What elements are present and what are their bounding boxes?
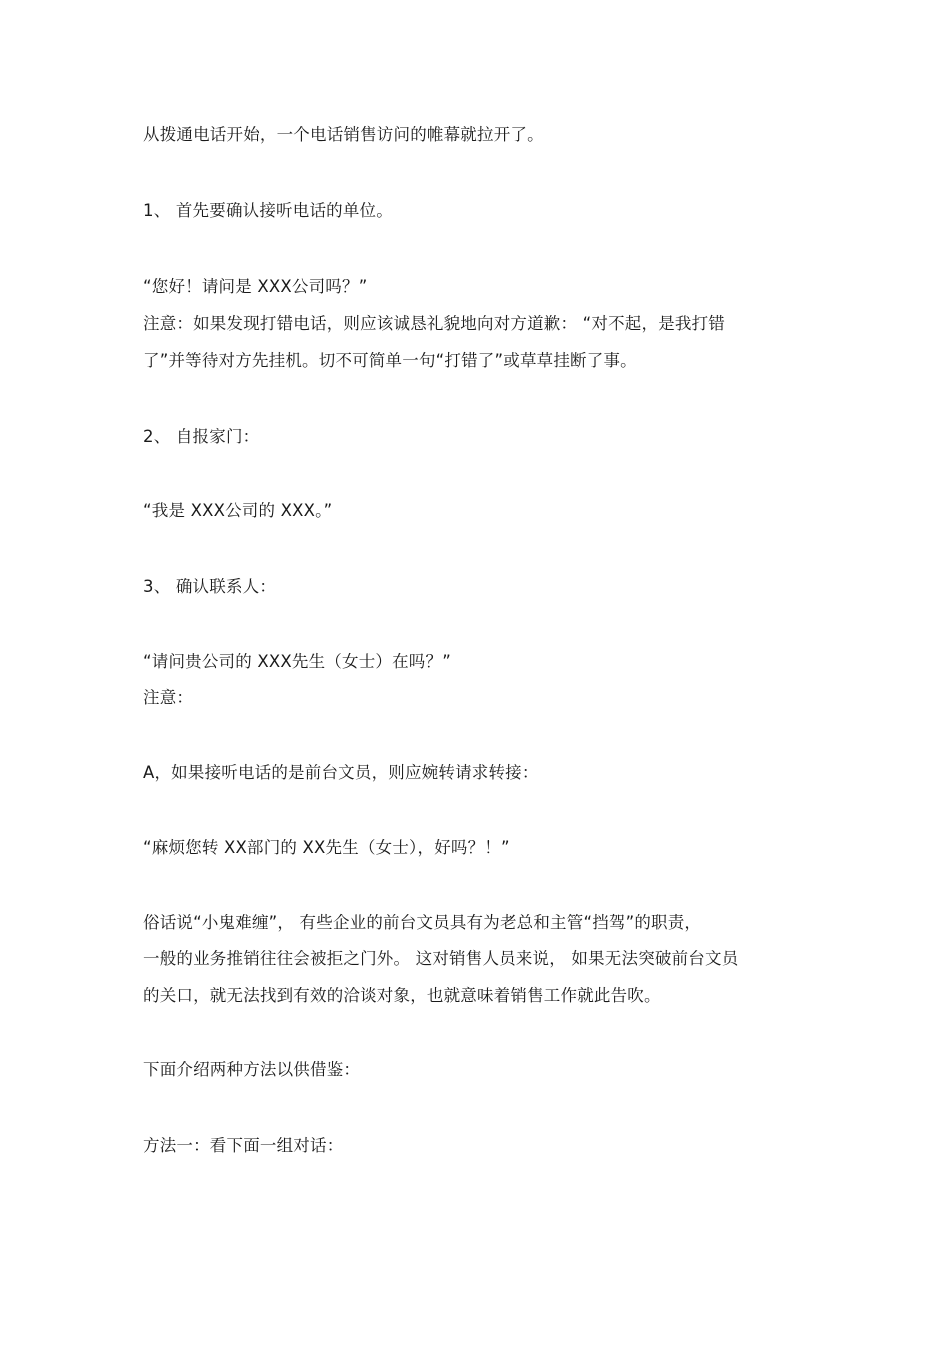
step-2-quote: “我是 XXX公司的 XXX。” [143,501,333,520]
proverb-paragraph-line-1: 俗话说“小鬼难缠”， 有些企业的前台文员具有为老总和主管“挡驾”的职责， [143,913,702,932]
proverb-paragraph-line-3: 的关口，就无法找到有效的洽谈对象，也就意味着销售工作就此告吹。 [143,986,661,1005]
method-one-heading: 方法一：看下面一组对话： [143,1136,344,1155]
proverb-paragraph-line-2: 一般的业务推销往往会被拒之门外。 这对销售人员来说， 如果无法突破前台文员 [143,949,739,968]
step-3-quote: “请问贵公司的 XXX先生（女士）在吗？” [143,652,451,671]
step-1-heading: 1、 首先要确认接听电话的单位。 [143,201,393,220]
step-2-heading: 2、 自报家门： [143,427,260,446]
methods-intro: 下面介绍两种方法以供借鉴： [143,1060,361,1079]
point-a-heading: A，如果接听电话的是前台文员，则应婉转请求转接： [143,763,539,782]
step-3-note-label: 注意： [143,688,194,707]
step-1-note-line-2: 了”并等待对方先挂机。切不可简单一句“打错了”或草草挂断了事。 [143,351,637,370]
intro-paragraph: 从拨通电话开始，一个电话销售访问的帷幕就拉开了。 [143,125,544,144]
step-1-quote: “您好！请问是 XXX公司吗？” [143,277,368,296]
point-a-quote: “麻烦您转 XX部门的 XX先生（女士），好吗？！” [143,838,510,857]
step-3-heading: 3、 确认联系人： [143,577,277,596]
step-1-note-line-1: 注意：如果发现打错电话，则应该诚恳礼貌地向对方道歉： “对不起，是我打错 [143,314,725,333]
